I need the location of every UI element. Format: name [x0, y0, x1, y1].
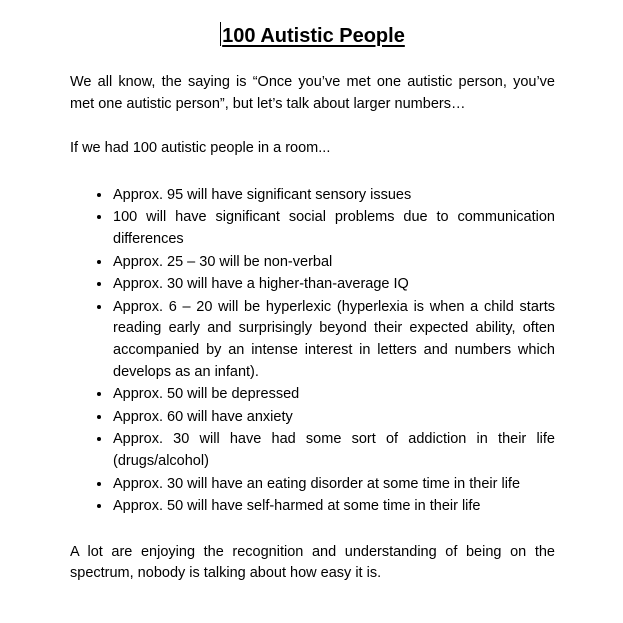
- list-item: • Approx. 30 will have an eating disorder at some time in their life: [112, 473, 555, 496]
- list-item: • Approx. 95 will have significant sensory issues: [112, 184, 555, 207]
- list-item: • Approx. 60 will have anxiety: [112, 406, 555, 429]
- bullet-list: [70, 184, 555, 518]
- intro-paragraph: We all know, the saying is “Once you’ve met one autistic person, you’ve met one autistic person”, but let’s talk about larger numbers…: [70, 74, 555, 112]
- list-item: • Approx. 25 – 30 will be non-verbal: [112, 251, 555, 274]
- list-item: • Approx. 30 will have a higher-than-average IQ: [112, 273, 555, 296]
- list-item: • Approx. 30 will have had some sort of addiction in their life (drugs/alcohol): [112, 428, 555, 472]
- document-title-text: 100 Autistic People: [222, 25, 405, 47]
- document-title: [70, 22, 555, 49]
- list-item: • Approx. 50 will have self-harmed at some time in their life: [112, 495, 555, 518]
- list-item: • Approx. 50 will be depressed: [112, 383, 555, 406]
- room-paragraph: If we had 100 autistic people in a room...: [70, 140, 331, 157]
- outro-paragraph: A lot are enjoying the recognition and understanding of being on the spectrum, nobody is talking about how easy it is.: [70, 543, 555, 582]
- list-item: • Approx. 6 – 20 will be hyperlexic (hyperlexia is when a child starts reading early and surprisingly beyond their expected ability, often accompanied by an intense interest in letters and numbers which develops as an infant).: [112, 296, 555, 383]
- list-item: • 100 will have significant social problems due to communication differences: [112, 206, 555, 250]
